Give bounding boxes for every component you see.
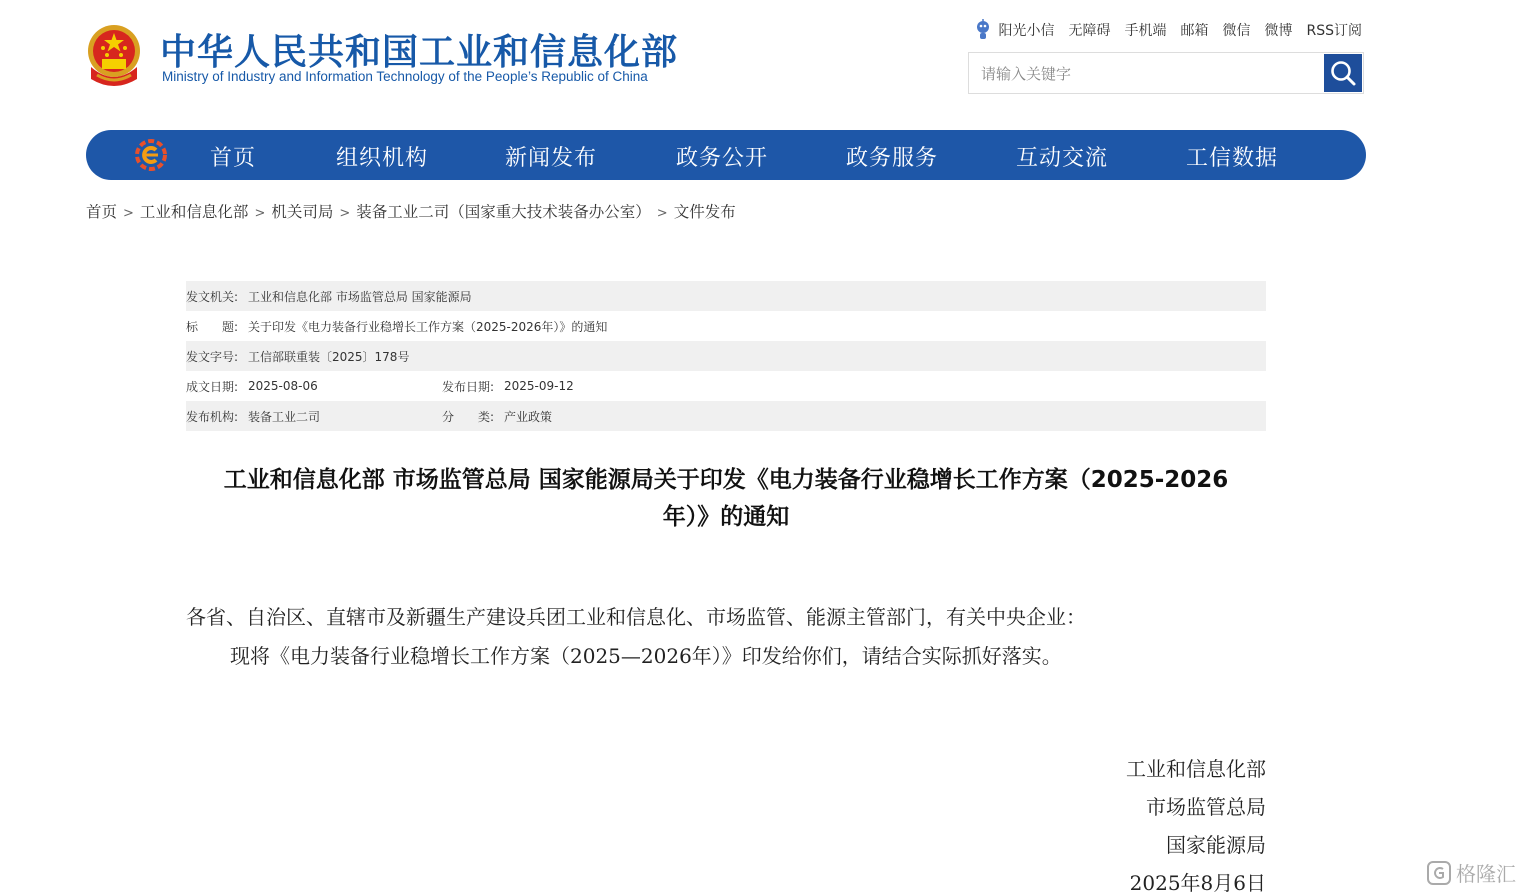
category-value: 产业政策 [504, 409, 553, 424]
docno-label: 发文字号: [186, 349, 239, 364]
site-subtitle: Ministry of Industry and Information Technology of the People’s Republic of China [162, 69, 648, 84]
issuer-label: 发文机关: [186, 289, 239, 304]
document-title-line1: 工业和信息化部 市场监管总局 国家能源局关于印发《电力装备行业稳增长工作方案（2025-2026 [223, 467, 1229, 493]
nav-interaction[interactable]: 互动交流 [1016, 146, 1109, 171]
docno-value: 工信部联重装〔2025〕178号 [248, 349, 410, 364]
org-value: 装备工业二司 [248, 409, 321, 424]
signatory-samr: 市场监管总局 [1146, 795, 1266, 819]
national-emblem-icon [85, 23, 143, 89]
breadcrumb-separator: > [656, 206, 668, 221]
nav-government-affairs[interactable]: 政务公开 [676, 146, 769, 171]
nav-services[interactable]: 政务服务 [846, 146, 939, 171]
info-row-title [186, 311, 1266, 341]
signatory-nea: 国家能源局 [1166, 833, 1266, 857]
site-title[interactable]: 中华人民共和国工业和信息化部 [160, 32, 679, 73]
breadcrumb-miit[interactable]: 工业和信息化部 [139, 203, 249, 221]
search-button[interactable] [1324, 54, 1362, 92]
document-title [196, 462, 1256, 536]
toplink-rss[interactable]: RSS订阅 [1306, 23, 1362, 39]
document-body: 现将《电力装备行业稳增长工作方案（2025—2026年）》印发给你们，请结合实际抓好落实。 [230, 644, 1062, 668]
toplink-mobile[interactable]: 手机端 [1124, 23, 1167, 39]
search-input[interactable] [979, 61, 1323, 87]
published-date-value: 2025-09-12 [504, 379, 574, 393]
document-salutation: 各省、自治区、直辖市及新疆生产建设兵团工业和信息化、市场监管、能源主管部门，有关中央企业： [186, 605, 1086, 629]
watermark [1426, 858, 1516, 887]
nav-news[interactable]: 新闻发布 [505, 146, 598, 171]
toplink-mail[interactable]: 邮箱 [1180, 23, 1209, 39]
main-nav [86, 130, 1366, 180]
search-icon [1324, 54, 1362, 92]
title-label: 标 题: [186, 319, 239, 334]
breadcrumb-home[interactable]: 首页 [86, 203, 118, 221]
robot-assistant-icon[interactable] [974, 19, 992, 41]
toplink-weibo[interactable]: 微博 [1264, 23, 1293, 39]
org-label: 发布机构: [186, 409, 239, 424]
document-date: 2025年8月6日 [1129, 871, 1266, 895]
breadcrumb-documents[interactable]: 文件发布 [673, 203, 736, 221]
nav-organization[interactable]: 组织机构 [336, 146, 429, 171]
info-row-org [186, 401, 1266, 431]
breadcrumb-equipment-dept[interactable]: 装备工业二司（国家重大技术装备办公室） [356, 203, 651, 221]
toplink-wechat[interactable]: 微信 [1222, 23, 1251, 39]
nav-data[interactable]: 工信数据 [1186, 146, 1279, 171]
written-date-label: 成文日期: [186, 379, 239, 394]
gelonghui-logo-icon [1426, 860, 1452, 886]
document-title-line2: 年）》的通知 [662, 504, 790, 530]
miit-logo-icon [134, 138, 168, 172]
info-row-docno [186, 341, 1266, 371]
nav-home[interactable]: 首页 [210, 146, 257, 171]
info-row-issuer [186, 281, 1266, 311]
category-label: 分 类: [442, 409, 495, 424]
published-date-label: 发布日期: [442, 379, 495, 394]
info-row-dates [186, 371, 1266, 401]
written-date-value: 2025-08-06 [248, 379, 318, 393]
top-links [974, 19, 1362, 41]
breadcrumb [86, 200, 736, 222]
title-value: 关于印发《电力装备行业稳增长工作方案（2025-2026年）》的通知 [248, 319, 608, 334]
toplink-sunshine-assistant[interactable]: 阳光小信 [998, 23, 1055, 39]
breadcrumb-separator: > [123, 206, 134, 221]
breadcrumb-departments[interactable]: 机关司局 [271, 203, 334, 221]
breadcrumb-separator: > [339, 206, 351, 221]
toplink-accessibility[interactable]: 无障碍 [1068, 23, 1111, 39]
search-box [968, 52, 1364, 94]
issuer-value: 工业和信息化部 市场监管总局 国家能源局 [248, 289, 472, 304]
document-info-table [186, 281, 1266, 431]
watermark-text: 格隆汇 [1456, 862, 1516, 886]
breadcrumb-separator: > [254, 206, 266, 221]
signatory-miit: 工业和信息化部 [1126, 757, 1266, 781]
